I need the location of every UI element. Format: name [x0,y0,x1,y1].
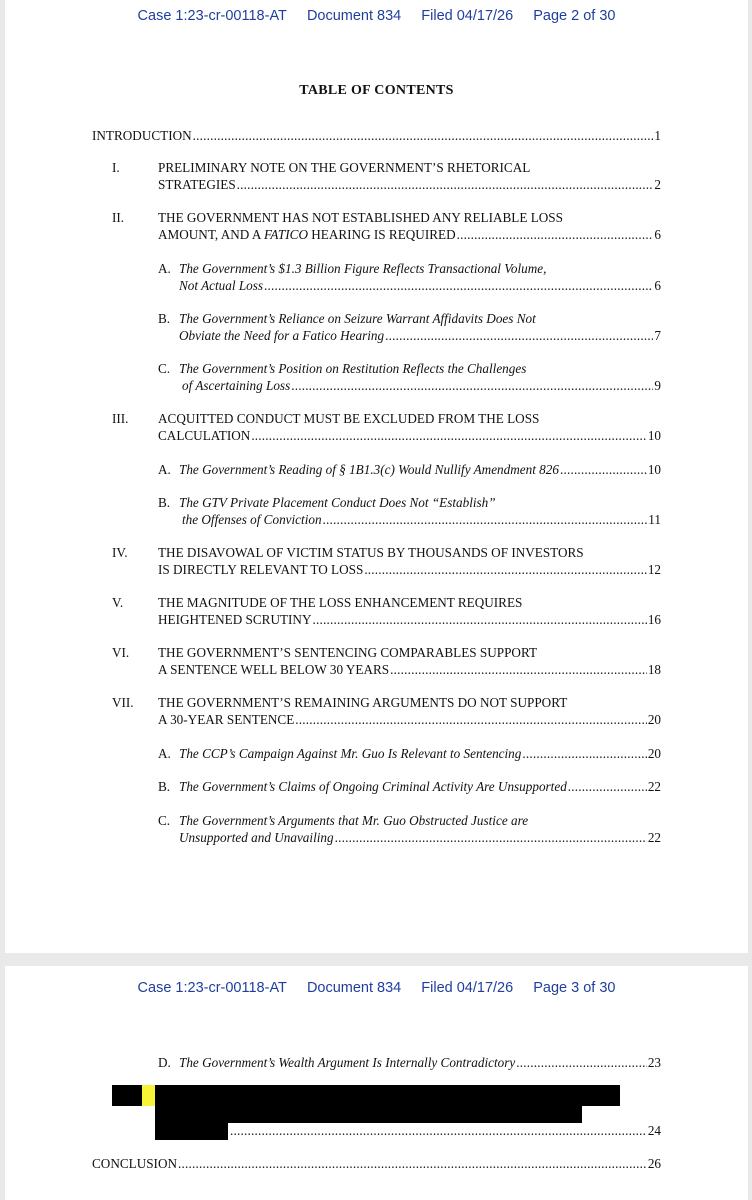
toc-title: TABLE OF CONTENTS [299,83,454,98]
toc-subsection-2b[interactable] [158,310,661,344]
subsection-title-line1: The Government’s Reliance on Seizure Warrant Affidavits Does Not [179,311,536,326]
toc-subsection-3b[interactable] [158,494,661,528]
dot-leader [385,327,653,344]
dot-leader [295,711,647,728]
toc-page-number: 6 [654,227,661,242]
toc-page-number: 20 [647,712,661,727]
section-title-line2: A SENTENCE WELL BELOW 30 YEARS ..... 18 [158,661,661,678]
section-number: V. [112,595,124,610]
dot-leader [323,511,648,528]
section-title-line1: PRELIMINARY NOTE ON THE GOVERNMENT’S RHETORICAL [158,160,531,175]
dot-leader [516,1054,647,1071]
dot-leader [251,427,647,444]
redaction-box [155,1123,228,1140]
subsection-letter: B. [158,495,171,510]
toc-page-number: 18 [647,662,661,677]
toc-page-number: 12 [647,562,661,577]
section-number: III. [112,411,129,426]
toc-page-number: 1 [654,128,661,143]
toc-section-1[interactable] [112,159,661,193]
dot-leader [193,127,654,144]
toc-section-5[interactable] [112,594,661,628]
toc-section-6[interactable] [112,644,661,678]
toc-page-number: 9 [654,378,661,393]
section-title-line1: THE GOVERNMENT HAS NOT ESTABLISHED ANY RELIABLE LOSS [158,210,563,225]
section-title-line2: A 30-YEAR SENTENCE ..... 20 [158,711,661,728]
filed-date: Filed 04/17/26 [421,980,514,996]
toc-page-number: 10 [647,428,661,443]
toc-page-number: 20 [647,746,661,761]
section-title-line2: IS DIRECTLY RELEVANT TO LOSS ..... 12 [158,561,661,578]
toc-page-number: 22 [647,830,661,845]
subsection-title-line1: The Government’s Reading of § 1B1.3(c) Would Nullify Amendment 826 ..... 10 [179,461,661,478]
subsection-letter: A. [158,746,171,761]
section-title-line1: THE MAGNITUDE OF THE LOSS ENHANCEMENT REQUIRES [158,595,523,610]
subsection-title-line1: The GTV Private Placement Conduct Does Not “Establish” [179,495,496,510]
section-title-line2: HEIGHTENED SCRUTINY ..... 16 [158,611,661,628]
dot-leader [178,1155,647,1172]
page-number: Page 2 of 30 [533,8,616,24]
section-title-line1: THE DISAVOWAL OF VICTIM STATUS BY THOUSANDS OF INVESTORS [158,545,584,560]
section-title-line1: ACQUITTED CONDUCT MUST BE EXCLUDED FROM THE LOSS [158,411,540,426]
section-number: VI. [112,645,130,660]
subsection-title-line2: Obviate the Need for a Fatico Hearing ..... 7 [179,327,661,344]
section-title-line2: STRATEGIES ..... 2 [158,176,661,193]
section-title-line1: THE GOVERNMENT’S REMAINING ARGUMENTS DO NOT SUPPORT [158,695,568,710]
subsection-title-line1: The Government’s Claims of Ongoing Criminal Activity Are Unsupported ..... 22 [179,778,661,795]
toc-subsection-3a[interactable] [158,461,661,478]
section-title-line1: THE GOVERNMENT’S SENTENCING COMPARABLES SUPPORT [158,645,537,660]
toc-entry-introduction[interactable] [92,127,661,144]
dot-leader [457,226,654,243]
toc-entry-label: CONCLUSION [92,1156,177,1171]
dot-leader [237,176,654,193]
toc-section-2[interactable] [112,209,661,243]
toc-subsection-7c[interactable] [158,812,661,846]
subsection-title-line2: the Offenses of Conviction ..... 11 [182,511,661,528]
section-title-line2: CALCULATION ..... 10 [158,427,661,444]
subsection-title-line2: of Ascertaining Loss ..... 9 [182,377,661,394]
section-title-line2: AMOUNT, AND A FATICO HEARING IS REQUIRED ..... 6 [158,226,661,243]
page-number: Page 3 of 30 [533,980,616,996]
case-number: Case 1:23-cr-00118-AT [137,980,287,996]
toc-page-number: 23 [647,1055,661,1070]
toc-subsection-7b[interactable] [158,778,661,795]
redaction-box [155,1106,582,1123]
subsection-title-line1: The Government’s Wealth Argument Is Internally Contradictory ..... 23 [179,1054,661,1071]
toc-page-number: 6 [654,278,661,293]
toc-subsection-2c[interactable] [158,360,661,394]
subsection-title-line1: The Government’s Position on Restitution Reflects the Challenges [179,361,527,376]
subsection-letter: A. [158,462,171,477]
document-page-3 [5,966,748,1200]
toc-page-number: 16 [647,612,661,627]
highlight-mark [142,1085,155,1106]
toc-entry-label: INTRODUCTION [92,128,192,143]
page-header [5,8,748,24]
dot-leader [364,561,647,578]
toc-entry-conclusion[interactable] [92,1155,661,1172]
subsection-letter: C. [158,361,171,376]
dot-leader [568,778,647,795]
subsection-title-line2: Unsupported and Unavailing ..... 22 [179,829,661,846]
toc-section-4[interactable] [112,544,661,578]
toc-page-number: 24 [647,1123,661,1138]
subsection-title-line1: The CCP’s Campaign Against Mr. Guo Is Relevant to Sentencing ..... 20 [179,745,661,762]
page-header [5,980,748,996]
dot-leader [335,829,647,846]
section-number: VII. [112,695,134,710]
redaction-box [112,1085,142,1106]
subsection-title-line2: Not Actual Loss ..... 6 [179,277,661,294]
document-number: Document 834 [306,980,402,996]
subsection-letter: C. [158,813,171,828]
toc-page-number: 10 [647,462,661,477]
toc-subsection-7a[interactable] [158,745,661,762]
toc-subsection-7d[interactable] [158,1054,661,1071]
filed-date: Filed 04/17/26 [421,8,514,24]
toc-section-3[interactable] [112,410,661,444]
toc-page-number: 2 [654,177,661,192]
document-page-2 [5,0,748,953]
toc-page-number: 7 [654,328,661,343]
subsection-letter: D. [158,1055,171,1070]
subsection-letter: B. [158,779,171,794]
section-number: II. [112,210,125,225]
subsection-letter: B. [158,311,171,326]
toc-page-number: 26 [647,1156,661,1171]
subsection-letter: A. [158,261,171,276]
dot-leader [291,377,653,394]
case-number: Case 1:23-cr-00118-AT [137,8,287,24]
dot-leader [390,661,647,678]
dot-leader [312,611,646,628]
subsection-title-line1: The Government’s $1.3 Billion Figure Reflects Transactional Volume, [179,261,547,276]
subsection-title-line1: The Government’s Arguments that Mr. Guo Obstructed Justice are [179,813,529,828]
dot-leader [560,461,647,478]
toc-section-7[interactable] [112,694,661,728]
dot-leader [264,277,653,294]
toc-page-number: 11 [648,512,661,527]
toc-subsection-2a[interactable] [158,260,661,294]
section-number: I. [112,160,120,175]
dot-leader [522,745,646,762]
toc-page-number: 22 [647,779,661,794]
dot-leader [230,1122,647,1139]
document-number: Document 834 [306,8,402,24]
section-number: IV. [112,545,128,560]
toc-entry-redacted[interactable] [229,1122,661,1139]
redaction-box [155,1085,620,1106]
